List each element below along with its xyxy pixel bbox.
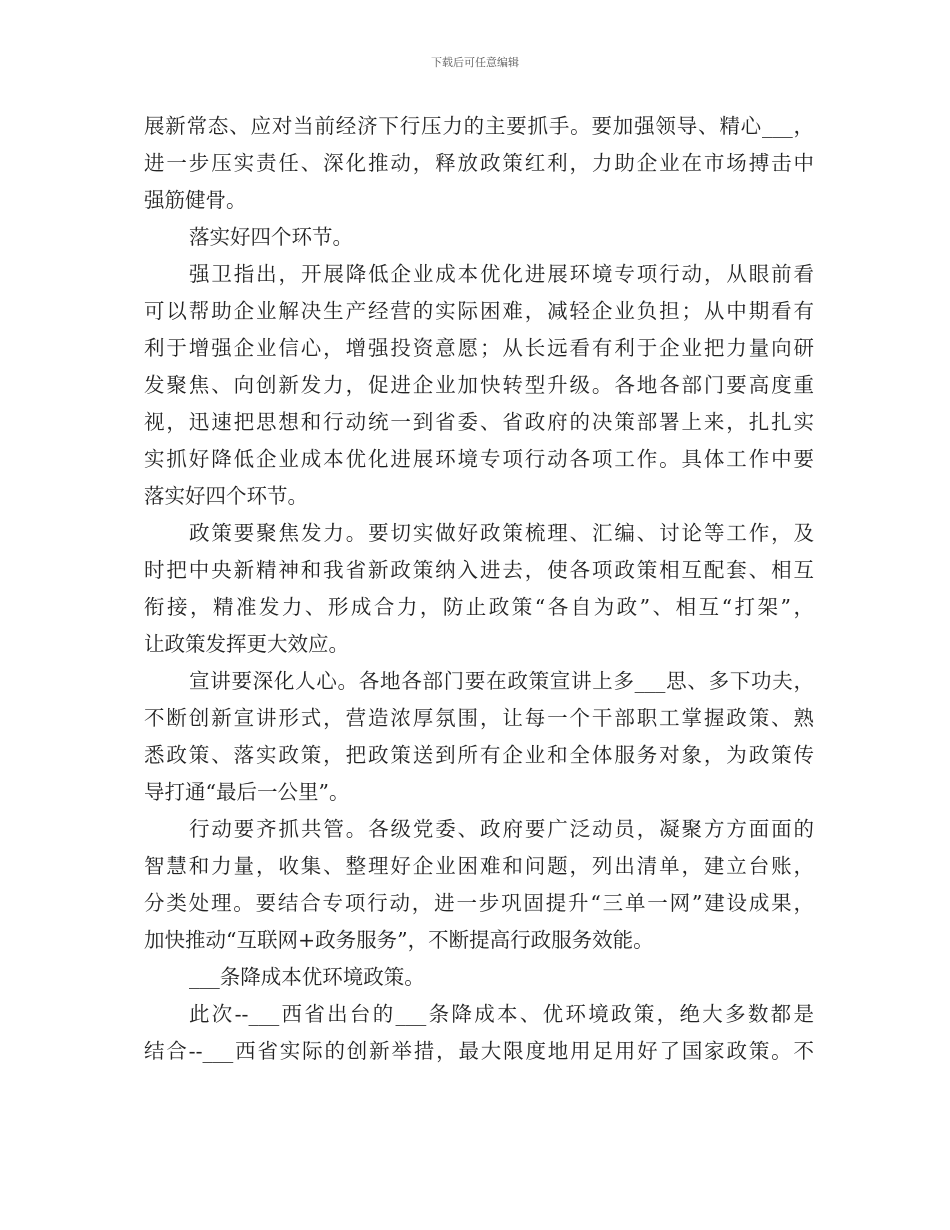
text-line: 强卫指出，开展降低企业成本优化进展环境专项行动，从眼前看 — [189, 262, 814, 286]
text-line: 宣讲要深化人心。各地各部门要在政策宣讲上多___思、多下功夫， — [189, 669, 814, 693]
text-line: 分类处理。要结合专项行动，进一步巩固提升“三单一网”建设成果， — [144, 891, 814, 915]
text-line: 视，迅速把思想和行动统一到省委、省政府的决策部署上来，扎扎实 — [144, 410, 814, 434]
text-line: 可以帮助企业解决生产经营的实际困难，减轻企业负担；从中期看有 — [144, 299, 814, 323]
text-line: 落实好四个环节。 — [189, 225, 353, 249]
text-line: 悉政策、落实政策，把政策送到所有企业和全体服务对象，为政策传 — [144, 743, 814, 767]
text-line: 加快推动“互联网+政务服务”，不断提高行政服务效能。 — [144, 928, 654, 952]
text-line: 此次--___西省出台的___条降成本、优环境政策，绝大多数都是 — [189, 1002, 814, 1026]
text-line: 政策要聚焦发力。要切实做好政策梳理、汇编、讨论等工作，及 — [189, 521, 814, 545]
text-line: 智慧和力量，收集、整理好企业困难和问题，列出清单，建立台账， — [144, 854, 814, 878]
text-line: 行动要齐抓共管。各级党委、政府要广泛动员，凝聚方方面面的 — [189, 817, 814, 841]
text-line: 展新常态、应对当前经济下行压力的主要抓手。要加强领导、精心___， — [144, 114, 814, 138]
text-line: 时把中央新精神和我省新政策纳入进去，使各项政策相互配套、相互 — [144, 558, 814, 582]
text-line: 导打通“最后一公里”。 — [144, 780, 350, 804]
text-line: 进一步压实责任、深化推动，释放政策红利，力助企业在市场搏击中 — [144, 151, 814, 175]
page-header: 下载后可任意编辑 — [431, 56, 519, 69]
text-line: 落实好四个环节。 — [144, 484, 308, 508]
text-line: 结合--___西省实际的创新举措，最大限度地用足用好了国家政策。不 — [144, 1039, 814, 1063]
text-line: 衔接，精准发力、形成合力，防止政策“各自为政”、相互“打架”， — [144, 595, 814, 619]
text-line: 发聚焦、向创新发力，促进企业加快转型升级。各地各部门要高度重 — [144, 373, 814, 397]
text-line: 强筋健骨。 — [144, 188, 247, 212]
text-line: 不断创新宣讲形式，营造浓厚氛围，让每一个干部职工掌握政策、熟 — [144, 706, 814, 730]
text-line: 实抓好降低企业成本优化进展环境专项行动各项工作。具体工作中要 — [144, 447, 814, 471]
document-body — [144, 108, 814, 1070]
text-line: ___条降成本优环境政策。 — [189, 965, 425, 989]
text-line: 利于增强企业信心，增强投资意愿；从长远看有利于企业把力量向研 — [144, 336, 814, 360]
text-line: 让政策发挥更大效应。 — [144, 632, 349, 656]
